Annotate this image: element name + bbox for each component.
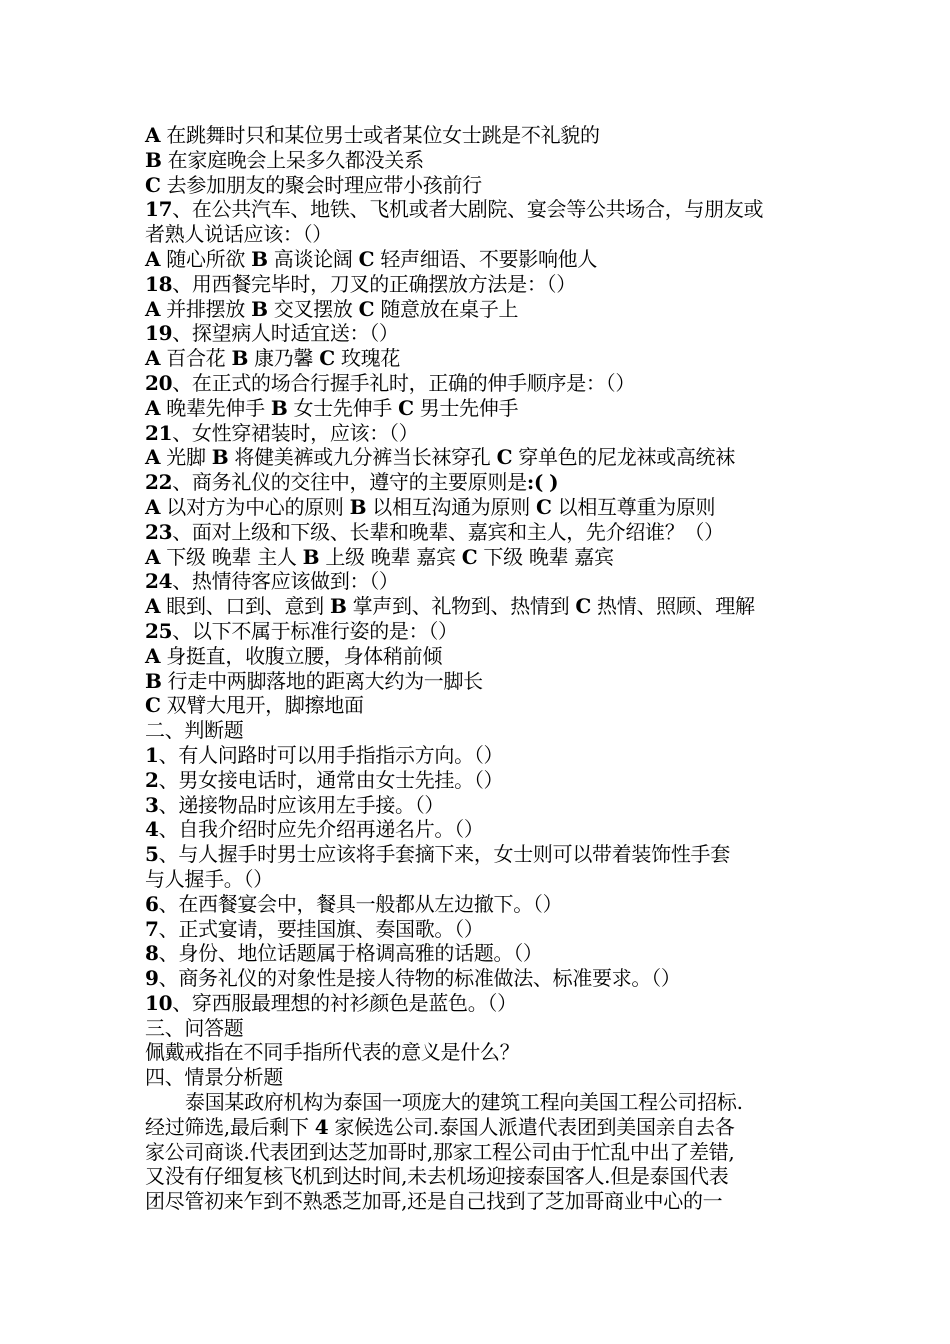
text-line: 23、面对上级和下级、长辈和晚辈、嘉宾和主人，先介绍谁？（） xyxy=(145,519,724,544)
text-line: A 光脚 B 将健美裤或九分裤当长袜穿孔 C 穿单色的尼龙袜或高统袜 xyxy=(145,445,735,470)
text-line: 9、商务礼仪的对象性是接人待物的标准做法、标准要求。（） xyxy=(145,966,681,991)
text-line: 10、穿西服最理想的衬衫颜色是蓝色。（） xyxy=(145,990,517,1015)
text-line: 8、身份、地位话题属于格调高雅的话题。（） xyxy=(145,941,543,966)
text-line: A 以对方为中心的原则 B 以相互沟通为原则 C 以相互尊重为原则 xyxy=(145,494,716,519)
text-line: 6、在西餐宴会中，餐具一般都从左边撤下。（） xyxy=(145,891,563,916)
text-line: 2、男女接电话时，通常由女士先挂。（） xyxy=(145,767,504,792)
text-line: 四、情景分析题 xyxy=(145,1065,283,1090)
text-line: 三、问答题 xyxy=(145,1015,244,1040)
text-line: 18、用西餐完毕时，刀叉的正确摆放方法是：（） xyxy=(145,271,576,296)
text-line: A 在跳舞时只和某位男士或者某位女士跳是不礼貌的 xyxy=(145,123,600,147)
text-line: 与人握手。（） xyxy=(145,866,273,891)
text-line: 佩戴戒指在不同手指所代表的意义是什么？ xyxy=(145,1040,520,1065)
text-line: C 去参加朋友的聚会时理应带小孩前行 xyxy=(145,172,482,197)
text-line: A 下级 晚辈 主人 B 上级 晚辈 嘉宾 C 下级 晚辈 嘉宾 xyxy=(145,544,614,569)
text-line: 7、正式宴请，要挂国旗、奏国歌。（） xyxy=(145,916,484,941)
text-line: 20、在正式的场合行握手礼时，正确的伸手顺序是：（） xyxy=(145,370,636,395)
text-line: 团尽管初来乍到不熟悉芝加哥,还是自己找到了芝加哥商业中心的一 xyxy=(145,1189,723,1214)
text-line: 3、递接物品时应该用左手接。（） xyxy=(145,792,445,817)
text-line: 5、与人握手时男士应该将手套摘下来，女士则可以带着装饰性手套 xyxy=(145,842,730,867)
text-line: 21、女性穿裙装时，应该：（） xyxy=(145,420,419,445)
text-line: B 行走中两脚落地的距离大约为一脚长 xyxy=(145,668,483,693)
text-line: A 随心所欲 B 高谈论阔 C 轻声细语、不要影响他人 xyxy=(145,246,598,271)
text-line: 19、探望病人时适宜送：（） xyxy=(145,321,399,346)
text-line: 经过筛选,最后剩下 4 家候选公司.泰国人派遣代表团到美国亲自去各 xyxy=(145,1114,735,1139)
text-line: 二、判断题 xyxy=(145,718,244,743)
text-line: A 并排摆放 B 交叉摆放 C 随意放在桌子上 xyxy=(145,296,519,321)
document-page xyxy=(145,123,825,1214)
text-line: A 眼到、口到、意到 B 掌声到、礼物到、热情到 C 热情、照顾、理解 xyxy=(145,594,755,619)
text-line: B 在家庭晚会上呆多久都没关系 xyxy=(145,147,424,172)
text-line: A 百合花 B 康乃馨 C 玫瑰花 xyxy=(145,346,401,371)
text-line: 家公司商谈.代表团到达芝加哥时,那家工程公司由于忙乱中出了差错, xyxy=(145,1139,735,1164)
text-line: 24、热情待客应该做到：（） xyxy=(145,569,399,594)
text-line: 者熟人说话应该：（） xyxy=(145,222,332,247)
text-line: 4、自我介绍时应先介绍再递名片。（） xyxy=(145,817,484,842)
text-line: 又没有仔细复核飞机到达时间,未去机场迎接泰国客人.但是泰国代表 xyxy=(145,1164,729,1189)
text-line: A 晚辈先伸手 B 女士先伸手 C 男士先伸手 xyxy=(145,395,519,420)
text-line: 17、在公共汽车、地铁、飞机或者大剧院、宴会等公共场合，与朋友或 xyxy=(145,197,764,222)
text-line: C 双臂大甩开，脚擦地面 xyxy=(145,693,364,718)
text-line: A 身挺直，收腹立腰，身体稍前倾 xyxy=(145,643,443,668)
text-line: 泰国某政府机构为泰国一项庞大的建筑工程向美国工程公司招标. xyxy=(185,1090,743,1115)
text-line: 22、商务礼仪的交往中，遵守的主要原则是:( ) xyxy=(145,470,559,495)
text-line: 25、以下不属于标准行姿的是：（） xyxy=(145,618,458,643)
text-line: 1、有人问路时可以用手指指示方向。（） xyxy=(145,742,504,767)
